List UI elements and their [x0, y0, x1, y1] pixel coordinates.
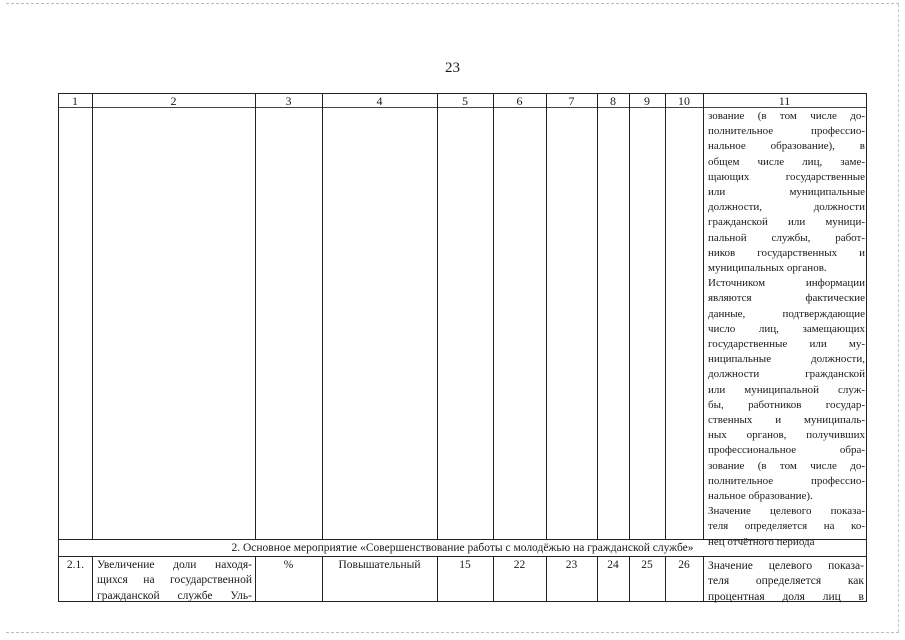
- text-line: Значение целевого показа-: [708, 505, 865, 518]
- header-col-4: 4: [376, 94, 383, 108]
- value-col-9: 25: [641, 559, 653, 571]
- row-number: 2.1.: [66, 559, 85, 571]
- text-line: являются фактические: [708, 292, 865, 305]
- page-number: 23: [445, 60, 460, 76]
- section-title: 2. Основное мероприятие «Совершенствование работы с молодёжью на гражданской службе»: [231, 542, 694, 554]
- header-col-7: 7: [568, 94, 575, 108]
- text-line: щающих государственные: [708, 170, 865, 183]
- col-divider-6: [546, 93, 547, 539]
- row-column-11-text: [708, 559, 864, 601]
- text-line: зование (в том числе до-: [708, 110, 865, 122]
- row-divider-10: [703, 556, 704, 602]
- text-line: или муниципальные: [708, 186, 865, 199]
- value-col-6: 22: [513, 559, 526, 571]
- header-col-10: 10: [678, 94, 690, 108]
- header-col-9: 9: [644, 94, 650, 108]
- header-col-6: 6: [516, 94, 523, 108]
- col-divider-8: [629, 93, 630, 539]
- scan-bottom-edge: [6, 632, 899, 633]
- text-line: должности гражданской: [708, 368, 865, 381]
- text-line: нец отчётного периода: [708, 535, 815, 548]
- text-line: общем числе лиц, заме-: [708, 155, 865, 168]
- text-line: муниципальных органов.: [708, 262, 827, 275]
- header-col-2: 2: [170, 94, 177, 108]
- text-line: теля определяется на ко-: [708, 520, 865, 533]
- scan-right-edge: [898, 4, 899, 632]
- text-line: нальное образование), в: [708, 140, 865, 153]
- text-line: Увеличение доли находя-: [97, 559, 252, 571]
- header-col-1: 1: [72, 94, 78, 108]
- col-divider-4: [437, 93, 438, 539]
- section-bottom-border: [58, 556, 867, 557]
- indicator-name: [97, 558, 252, 600]
- header-col-11: 11: [778, 94, 791, 108]
- text-line: государственные или му-: [708, 338, 865, 351]
- text-line: ных органов, получивших: [708, 429, 865, 442]
- direction-cell: Повышательный: [338, 559, 421, 571]
- value-col-7: 23: [565, 559, 578, 571]
- col-divider-1: [92, 93, 93, 539]
- text-line: число лиц, замещающих: [708, 322, 865, 335]
- text-line: ниципальные должности,: [708, 353, 865, 366]
- table-right-border: [866, 93, 867, 602]
- text-line: щихся на государственной: [97, 574, 252, 587]
- header-col-8: 8: [610, 94, 616, 108]
- value-col-5: 15: [459, 559, 471, 571]
- text-line: профессиональное обра-: [708, 444, 865, 457]
- header-col-3: 3: [285, 94, 292, 108]
- col-divider-7: [597, 93, 598, 539]
- text-line: пальной службы, работ-: [708, 231, 865, 244]
- text-line: теля определяется как: [708, 575, 864, 588]
- value-col-8: 24: [607, 559, 619, 571]
- scan-top-edge: [6, 3, 899, 4]
- text-line: процентная доля лиц в: [708, 590, 864, 603]
- column-11-text: [708, 109, 865, 548]
- col-divider-9: [665, 93, 666, 539]
- text-line: ников государственных и: [708, 246, 865, 259]
- text-line: данные, подтверждающие: [708, 307, 865, 320]
- text-line: гражданской или муници-: [708, 216, 865, 229]
- indicator-table: [58, 93, 867, 602]
- text-line: бы, работников государ-: [708, 398, 865, 411]
- table-left-border: [58, 93, 59, 602]
- text-line: Значение целевого показа-: [708, 560, 864, 572]
- text-line: зование (в том числе до-: [708, 459, 865, 472]
- col-divider-3: [322, 93, 323, 539]
- text-line: ственных и муниципаль-: [708, 414, 865, 427]
- col-divider-2: [255, 93, 256, 539]
- value-col-10: 26: [678, 559, 690, 571]
- text-line: должности, должности: [708, 201, 865, 214]
- text-line: полнительное профессио-: [708, 125, 865, 138]
- unit-cell: %: [283, 559, 294, 571]
- header-col-5: 5: [462, 94, 468, 108]
- text-line: или муниципальной служ-: [708, 383, 865, 396]
- col-divider-10: [703, 93, 704, 539]
- col-divider-5: [493, 93, 494, 539]
- text-line: нальное образование).: [708, 490, 813, 503]
- text-line: полнительное профессио-: [708, 474, 865, 487]
- text-line: гражданской службе Уль-: [97, 589, 252, 602]
- text-line: Источником информации: [708, 277, 865, 290]
- row-divider-1: [92, 556, 93, 602]
